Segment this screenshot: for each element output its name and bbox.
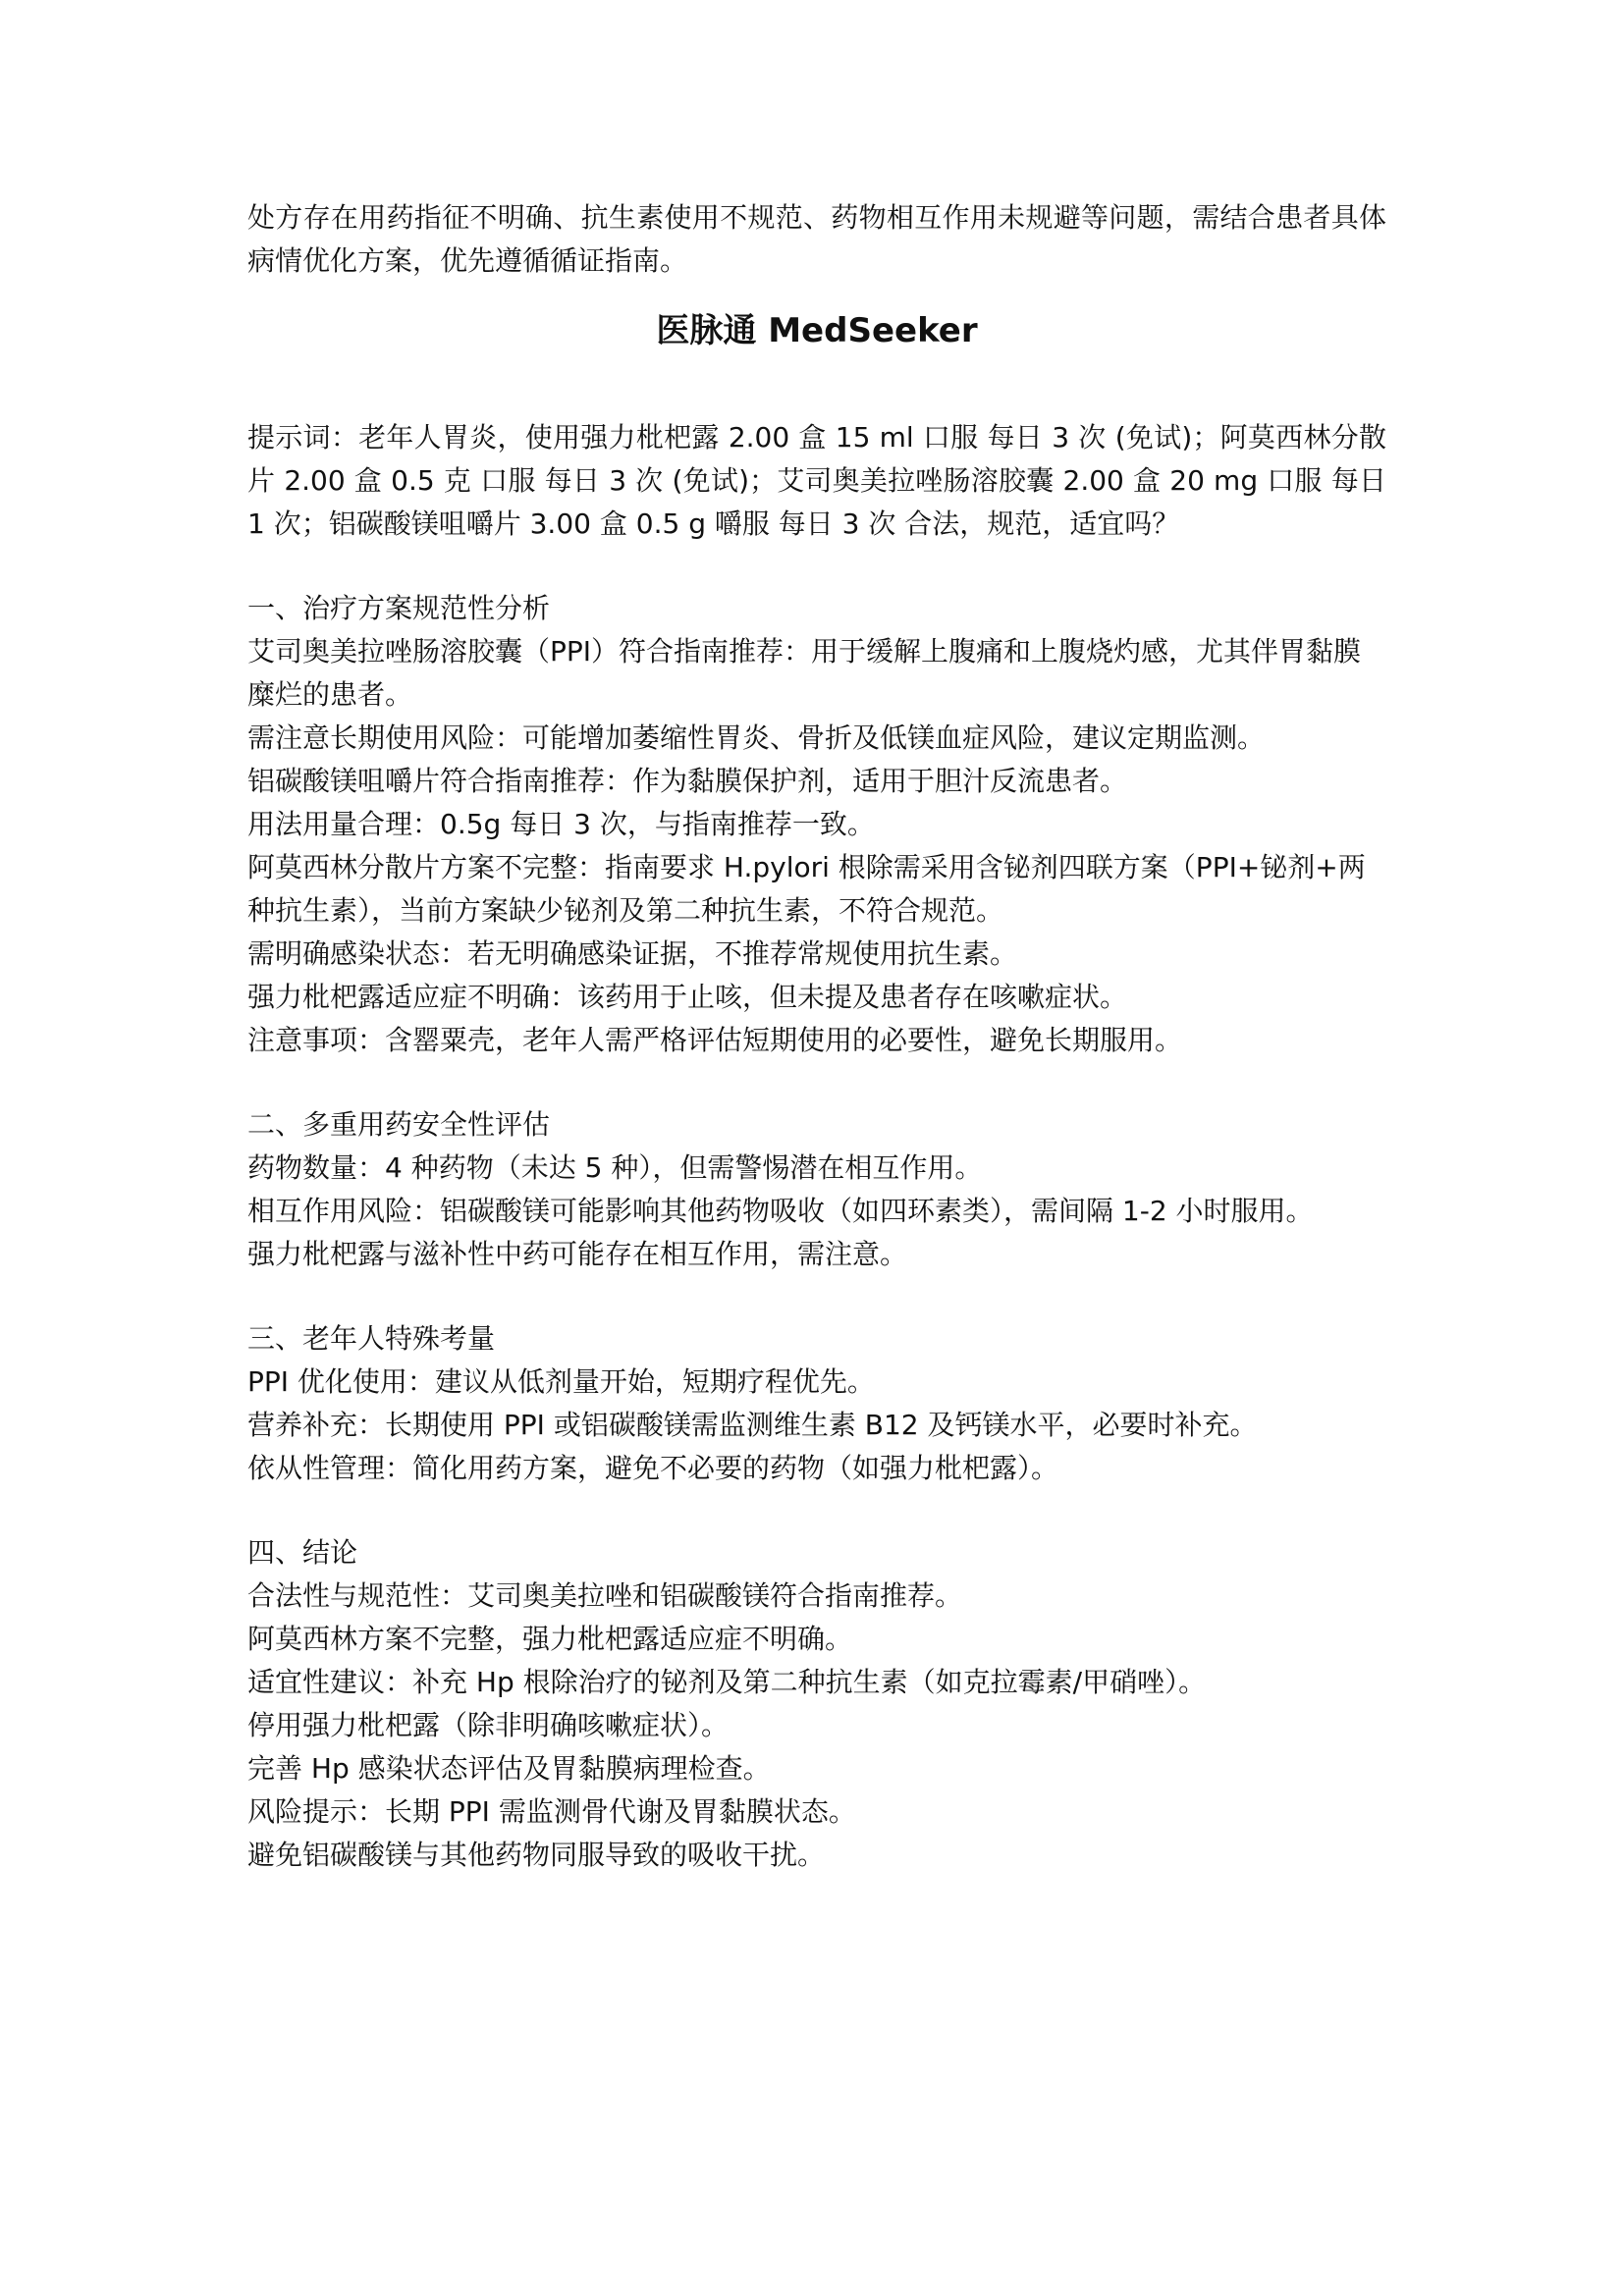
- section-line: 停用强力枇杷露（除非明确咳嗽症状）。: [247, 1709, 730, 1741]
- section-line: 完善 Hp 感染状态评估及胃黏膜病理检查。: [247, 1752, 771, 1785]
- spacer: [247, 1276, 1386, 1317]
- section-line: 风险提示：长期 PPI 需监测骨代谢及胃黏膜状态。: [247, 1795, 856, 1828]
- section-line: 营养补充：长期使用 PPI 或铝碳酸镁需监测维生素 B12 及钙镁水平，必要时补充。: [247, 1409, 1258, 1441]
- section-line: 铝碳酸镁咀嚼片符合指南推荐：作为黏膜保护剂，适用于胆汁反流患者。: [247, 765, 1128, 797]
- section-heading: 一、治疗方案规范性分析: [247, 592, 551, 624]
- spacer: [247, 1062, 1386, 1103]
- section-heading: 三、老年人特殊考量: [247, 1322, 496, 1355]
- section-treatment-analysis: [247, 587, 1386, 1062]
- section-line: 相互作用风险：铝碳酸镁可能影响其他药物吸收（如四环素类），需间隔 1-2 小时服用。: [247, 1195, 1314, 1227]
- section-conclusion: [247, 1531, 1386, 1877]
- section-heading: 二、多重用药安全性评估: [247, 1108, 551, 1141]
- section-line: 用法用量合理：0.5g 每日 3 次，与指南推荐一致。: [247, 808, 875, 840]
- section-elderly-considerations: [247, 1317, 1386, 1490]
- section-line: 注意事项：含罂粟壳，老年人需严格评估短期使用的必要性，避免长期服用。: [247, 1024, 1183, 1056]
- section-line: 阿莫西林分散片方案不完整：指南要求 H.pylori 根除需采用含铋剂四联方案（PPI+铋剂+两种抗生素），当前方案缺少铋剂及第二种抗生素，不符合规范。: [247, 851, 1366, 927]
- section-line: 强力枇杷露与滋补性中药可能存在相互作用，需注意。: [247, 1238, 908, 1270]
- section-heading: 四、结论: [247, 1536, 358, 1569]
- document-page: [247, 196, 1386, 1877]
- intro-paragraph: 处方存在用药指征不明确、抗生素使用不规范、药物相互作用未规避等问题，需结合患者具体病情优化方案，优先遵循循证指南。: [247, 201, 1386, 277]
- spacer: [247, 546, 1386, 587]
- section-line: 强力枇杷露适应症不明确：该药用于止咳，但未提及患者存在咳嗽症状。: [247, 981, 1128, 1013]
- section-line: 适宜性建议：补充 Hp 根除治疗的铋剂及第二种抗生素（如克拉霉素/甲硝唑）。: [247, 1666, 1207, 1698]
- prompt-paragraph: 提示词：老年人胃炎，使用强力枇杷露 2.00 盒 15 ml 口服 每日 3 次 (免试)；阿莫西林分散片 2.00 盒 0.5 克 口服 每日 3 次 (免试)；艾司奥美拉唑肠溶胶囊 2.00 盒 20 mg 口服 每日 1 次；铝碳酸镁咀嚼片 3.00 盒 0.5 g 嚼服 每日 3 次 合法，规范，适宜吗？: [247, 421, 1386, 540]
- section-line: 依从性管理：简化用药方案，避免不必要的药物（如强力枇杷露）。: [247, 1452, 1059, 1484]
- section-line: 阿莫西林方案不完整，强力枇杷露适应症不明确。: [247, 1623, 853, 1655]
- section-line: 需明确感染状态：若无明确感染证据，不推荐常规使用抗生素。: [247, 937, 1018, 970]
- section-polypharmacy-safety: [247, 1103, 1386, 1276]
- section-line: 合法性与规范性：艾司奥美拉唑和铝碳酸镁符合指南推荐。: [247, 1579, 963, 1612]
- document-title: 医脉通 MedSeeker: [656, 311, 978, 350]
- section-line: PPI 优化使用：建议从低剂量开始，短期疗程优先。: [247, 1365, 875, 1398]
- section-line: 需注意长期使用风险：可能增加萎缩性胃炎、骨折及低镁血症风险，建议定期监测。: [247, 721, 1266, 754]
- section-line: 艾司奥美拉唑肠溶胶囊（PPI）符合指南推荐：用于缓解上腹痛和上腹烧灼感，尤其伴胃黏膜糜烂的患者。: [247, 635, 1362, 711]
- spacer: [247, 1490, 1386, 1531]
- section-line: 避免铝碳酸镁与其他药物同服导致的吸收干扰。: [247, 1839, 826, 1871]
- section-line: 药物数量：4 种药物（未达 5 种），但需警惕潜在相互作用。: [247, 1151, 983, 1184]
